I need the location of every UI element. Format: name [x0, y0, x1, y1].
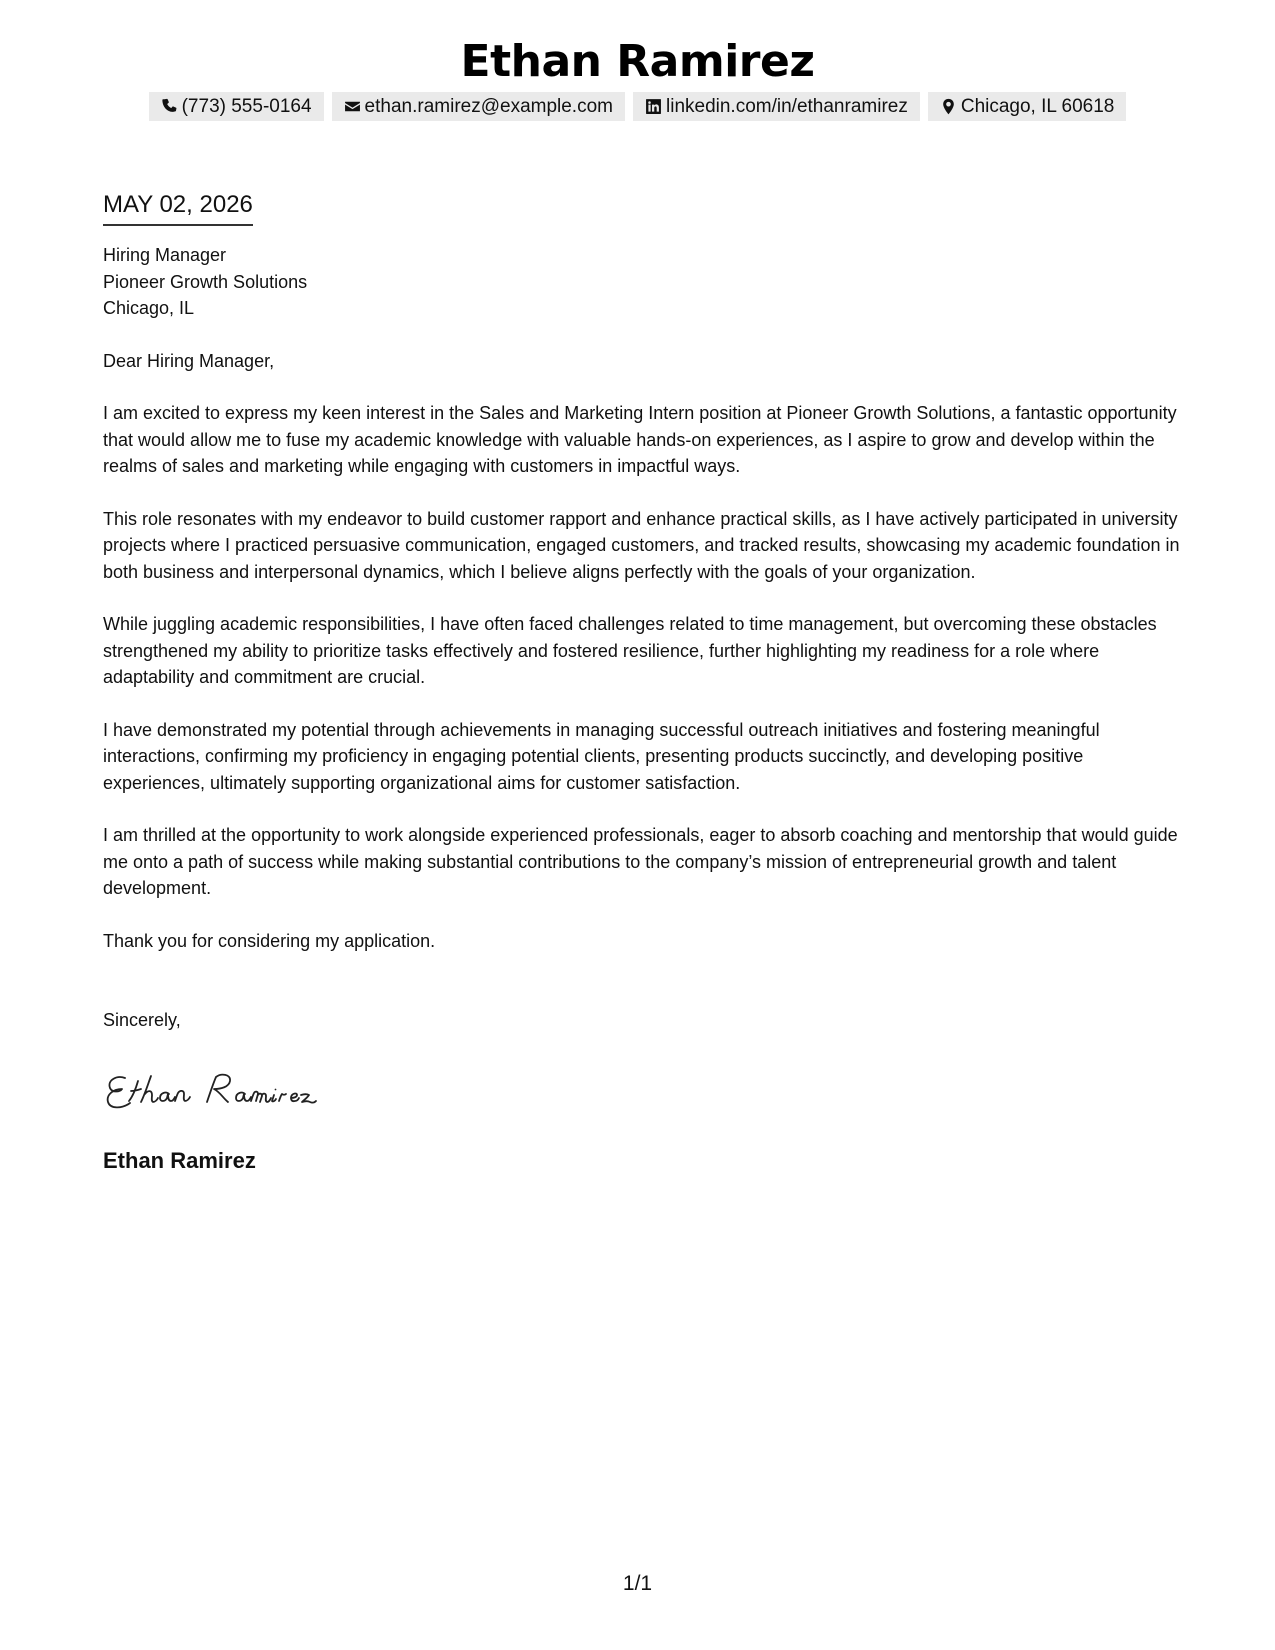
envelope-icon: [344, 98, 361, 115]
applicant-name: Ethan Ramirez: [460, 36, 815, 87]
phone-icon: [161, 98, 178, 115]
body-paragraph: While juggling academic responsibilities, I have often faced challenges related to time management, but overcoming these obstacles strengthened my ability to prioritize tasks effectively and fostered resilience, further highlighting my readiness for a role where adaptability and commitment are crucial.: [103, 614, 1157, 687]
phone-chip: [149, 92, 324, 121]
email-chip: [332, 92, 625, 121]
location-text: Chicago, IL 60618: [960, 95, 1115, 117]
recipient-title: Hiring Manager: [103, 245, 227, 265]
phone-text: (773) 555-0164: [181, 95, 312, 117]
page-number: 1/1: [622, 1572, 653, 1595]
recipient-block: [103, 242, 1183, 322]
linkedin-chip: [633, 92, 920, 121]
linkedin-text: linkedin.com/in/ethanramirez: [666, 95, 908, 117]
body-paragraph: Thank you for considering my application.: [103, 930, 436, 951]
map-pin-icon: [940, 98, 957, 115]
contact-info-bar: [0, 92, 1275, 121]
letter-body: [103, 190, 1183, 1175]
email-text: ethan.ramirez@example.com: [364, 95, 613, 117]
salutation: Dear Hiring Manager,: [103, 350, 275, 371]
signer-name: Ethan Ramirez: [103, 1148, 256, 1173]
body-paragraph: This role resonates with my endeavor to build customer rapport and enhance practical skills, as I have actively participated in university projects where I practiced persuasive communication, engaged customers, and tracked results, showcasing my academic foundation in both business and interpersonal dynamics, which I believe aligns perfectly with the goals of your organization.: [103, 508, 1180, 582]
recipient-company: Pioneer Growth Solutions: [103, 271, 308, 292]
letter-date: MAY 02, 2026: [103, 190, 253, 226]
location-chip: [928, 92, 1127, 121]
body-paragraph: I am excited to express my keen interest in the Sales and Marketing Intern position at Pioneer Growth Solutions, a fantastic opportunity that would allow me to fuse my academic knowledge with valuable hands-on experiences, as I aspire to grow and develop within the realms of sales and marketing while engaging with customers in impactful ways.: [103, 403, 1177, 476]
recipient-location: Chicago, IL: [103, 298, 195, 318]
handwritten-signature: [103, 1064, 343, 1116]
body-paragraph: I am thrilled at the opportunity to work alongside experienced professionals, eager to absorb coaching and mentorship that would guide me onto a path of success while making substantial contributions to the company’s mission of entrepreneurial growth and talent development.: [103, 825, 1178, 898]
closing: Sincerely,: [103, 1010, 181, 1030]
linkedin-icon: [645, 98, 662, 115]
body-paragraph: I have demonstrated my potential through achievements in managing successful outreach initiatives and fostering meaningful interactions, confirming my proficiency in engaging potential clients, presenting products succinctly, and developing positive experiences, ultimately supporting organizational aims for customer satisfaction.: [103, 719, 1100, 793]
